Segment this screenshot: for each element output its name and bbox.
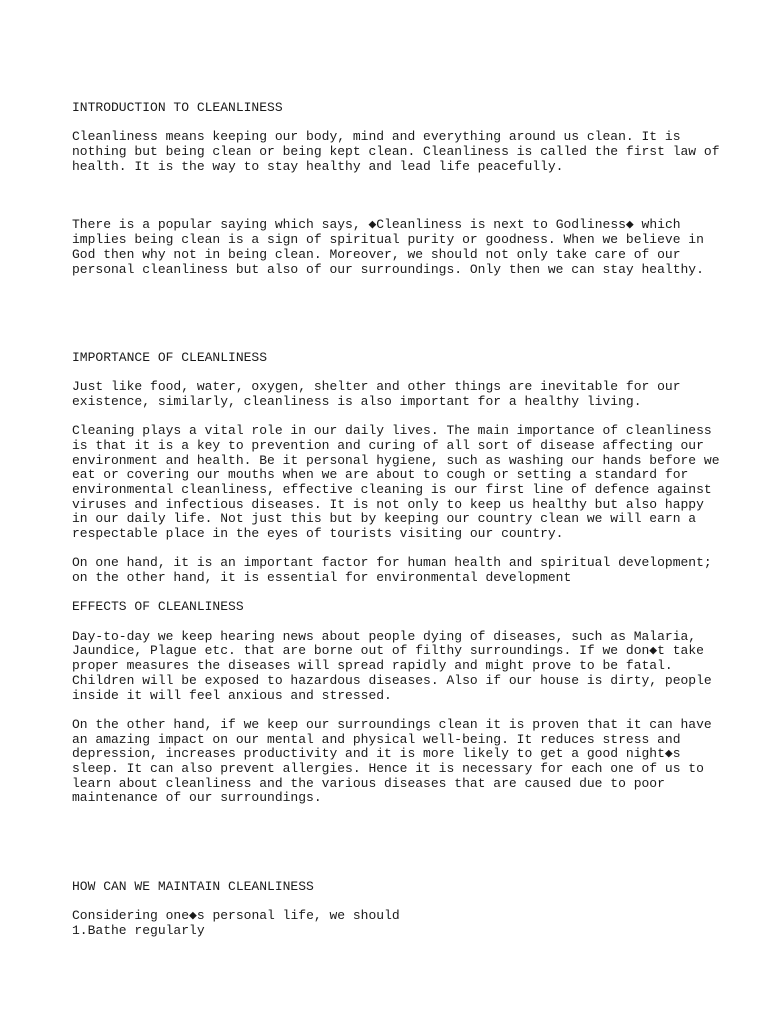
importance-heading: IMPORTANCE OF CLEANLINESS xyxy=(72,349,268,365)
maintain-paragraph-1 xyxy=(72,909,712,938)
text-line: environmental cleanliness, effective cleaning is our first line of defence against xyxy=(72,481,712,497)
importance-paragraph-1 xyxy=(72,380,712,409)
text-line: health. It is the way to stay healthy and lead life peacefully. xyxy=(72,158,564,174)
intro-paragraph-2 xyxy=(72,218,712,277)
text-line: Cleaning plays a vital role in our daily lives. The main importance of cleanliness xyxy=(72,423,712,439)
text-line: Jaundice, Plague etc. that are borne out of filthy surroundings. If we don◆t take xyxy=(72,643,704,659)
text-line: on the other hand, it is essential for environmental development xyxy=(72,570,572,585)
text-line: depression, increases productivity and it is more likely to get a good night◆s xyxy=(72,746,681,762)
text-line: environment and health. Be it personal hygiene, such as washing our hands before we xyxy=(72,452,720,468)
text-line: proper measures the diseases will spread rapidly and might prove to be fatal. xyxy=(72,658,673,674)
effects-paragraph-1 xyxy=(72,630,712,703)
text-line: in our daily life. Not just this but by keeping our country clean we will earn a xyxy=(72,511,697,527)
effects-heading: EFFECTS OF CLEANLINESS xyxy=(72,599,244,615)
text-line: Just like food, water, oxygen, shelter and other things are inevitable for our xyxy=(72,379,681,395)
effects-paragraph-2 xyxy=(72,718,712,806)
text-line: implies being clean is a sign of spiritual purity or goodness. When we believe in xyxy=(72,232,704,248)
text-line: Cleanliness means keeping our body, mind and everything around us clean. It is xyxy=(72,129,681,145)
text-line: sleep. It can also prevent allergies. Hence it is necessary for each one of us to xyxy=(72,760,704,776)
text-line: inside it will feel anxious and stressed. xyxy=(72,687,392,703)
importance-paragraph-3 xyxy=(72,556,712,585)
text-line: Day-to-day we keep hearing news about people dying of diseases, such as Malaria, xyxy=(72,628,697,644)
text-line: God then why not in being clean. Moreover, we should not only take care of our xyxy=(72,246,681,262)
text-line: learn about cleanliness and the various diseases that are caused due to poor xyxy=(72,775,665,791)
intro-heading: INTRODUCTION TO CLEANLINESS xyxy=(72,100,283,115)
intro-paragraph-1 xyxy=(72,129,720,174)
text-line: an amazing impact on our mental and physical well-being. It reduces stress and xyxy=(72,731,681,747)
text-line: Considering one◆s personal life, we should xyxy=(72,907,400,923)
text-line: maintenance of our surroundings. xyxy=(72,790,322,806)
text-line: 1.Bathe regularly xyxy=(72,922,205,938)
text-line: There is a popular saying which says, ◆Cleanliness is next to Godliness◆ which xyxy=(72,217,681,233)
text-line: respectable place in the eyes of tourists visiting our country. xyxy=(72,525,564,541)
text-line: existence, similarly, cleanliness is also important for a healthy living. xyxy=(72,393,642,409)
text-line: personal cleanliness but also of our surroundings. Only then we can stay healthy. xyxy=(72,261,704,277)
text-line: On one hand, it is an important factor for human health and spiritual development; xyxy=(72,555,712,571)
document-page xyxy=(72,100,720,938)
text-line: nothing but being clean or being kept clean. Cleanliness is called the first law of xyxy=(72,144,720,160)
text-line: eat or covering our mouths when we are about to cough or setting a standard for xyxy=(72,467,689,483)
text-line: On the other hand, if we keep our surroundings clean it is proven that it can have xyxy=(72,716,712,732)
text-line: viruses and infectious diseases. It is not only to keep us healthy but also happy xyxy=(72,496,704,512)
text-line: Children will be exposed to hazardous diseases. Also if our house is dirty, people xyxy=(72,672,712,688)
importance-paragraph-2 xyxy=(72,423,720,542)
maintain-heading: HOW CAN WE MAINTAIN CLEANLINESS xyxy=(72,878,314,894)
text-line: is that it is a key to prevention and curing of all sort of disease affecting our xyxy=(72,437,704,453)
